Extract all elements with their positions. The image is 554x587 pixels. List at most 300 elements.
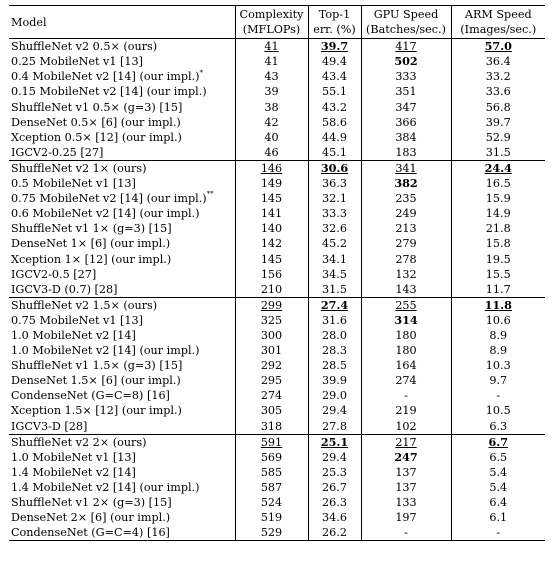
top1-error-cell <box>308 434 361 450</box>
complexity-value: 529 <box>260 526 283 540</box>
arm-speed-value: 15.5 <box>485 267 511 281</box>
model-name-cell <box>9 39 235 55</box>
complexity-cell <box>235 115 308 130</box>
table-row <box>9 510 545 525</box>
model-name-cell <box>9 358 235 373</box>
complexity-value: 524 <box>260 496 283 509</box>
gpu-speed-cell <box>361 130 451 145</box>
model-name-cell <box>9 176 235 191</box>
table-row <box>9 100 545 115</box>
arm-speed-cell <box>451 176 545 191</box>
model-name: 1.4 MobileNet v2 [14] (our impl.) <box>11 480 200 494</box>
gpu-speed-value: 382 <box>394 176 418 191</box>
top1-error-value: 58.6 <box>322 115 347 129</box>
gpu-speed-value: 133 <box>395 496 417 509</box>
arm-speed-cell <box>451 328 545 343</box>
model-name: CondenseNet (G=C=4) [16] <box>11 526 170 540</box>
complexity-value: 40 <box>264 130 279 144</box>
header-arm-line1: ARM Speed <box>464 8 532 21</box>
model-name: 1.0 MobileNet v2 [14] <box>11 328 136 342</box>
model-name-cell <box>9 450 235 465</box>
model-name-cell <box>9 313 235 328</box>
top1-error-value: 55.1 <box>322 85 347 99</box>
gpu-speed-value: 502 <box>394 54 418 69</box>
top1-error-value: 32.6 <box>322 222 347 236</box>
model-name: 0.75 MobileNet v2 [14] (our impl.) <box>11 192 207 206</box>
complexity-cell <box>235 313 308 328</box>
top1-error-cell <box>308 39 361 55</box>
complexity-value: 274 <box>260 389 283 403</box>
arm-speed-value: 6.1 <box>489 511 508 525</box>
table-row <box>9 252 545 267</box>
top1-error-value: 28.5 <box>322 359 347 373</box>
arm-speed-cell <box>451 495 545 510</box>
model-name-cell <box>9 328 235 343</box>
arm-speed-value: 33.6 <box>485 85 511 99</box>
arm-speed-cell <box>451 510 545 525</box>
comparison-table <box>9 5 545 541</box>
gpu-speed-value: 366 <box>395 115 417 129</box>
gpu-speed-value: 219 <box>395 404 417 418</box>
model-name-cell <box>9 84 235 99</box>
table-row <box>9 450 545 465</box>
gpu-speed-value: 183 <box>395 145 417 159</box>
header-complexity <box>235 6 308 39</box>
top1-error-cell <box>308 328 361 343</box>
gpu-speed-value: 137 <box>395 480 417 494</box>
table-row <box>9 495 545 510</box>
gpu-speed-value: 333 <box>395 70 417 84</box>
header-gpu-speed <box>361 6 451 39</box>
gpu-speed-value: 417 <box>395 40 417 54</box>
arm-speed-cell <box>451 54 545 69</box>
gpu-speed-value: 274 <box>395 374 417 388</box>
arm-speed-cell <box>451 313 545 328</box>
table-row <box>9 39 545 55</box>
arm-speed-value: 6.7 <box>488 434 508 449</box>
complexity-value: 210 <box>260 282 283 296</box>
model-name-cell <box>9 343 235 358</box>
gpu-speed-value: 279 <box>395 237 417 251</box>
model-name-cell <box>9 160 235 176</box>
gpu-speed-value: 314 <box>394 312 418 327</box>
complexity-cell <box>235 525 308 541</box>
model-name-cell <box>9 130 235 145</box>
top1-error-value: 34.6 <box>322 511 347 525</box>
complexity-cell <box>235 84 308 99</box>
top1-error-cell <box>308 297 361 313</box>
arm-speed-cell <box>451 419 545 435</box>
model-name: Xception 0.5× [12] (our impl.) <box>11 130 182 144</box>
model-name-cell <box>9 145 235 161</box>
header-top1-line2: err. (%) <box>313 23 356 37</box>
top1-error-cell <box>308 84 361 99</box>
top1-error-value: 34.5 <box>322 267 347 281</box>
model-name: Xception 1.5× [12] (our impl.) <box>11 404 182 418</box>
top1-error-cell <box>308 267 361 282</box>
complexity-cell <box>235 434 308 450</box>
gpu-speed-value: 143 <box>395 282 417 296</box>
complexity-cell <box>235 419 308 435</box>
top1-error-cell <box>308 145 361 161</box>
model-name-cell <box>9 115 235 130</box>
complexity-value: 140 <box>260 222 283 236</box>
complexity-value: 146 <box>260 161 283 175</box>
model-name-cell <box>9 282 235 298</box>
complexity-cell <box>235 130 308 145</box>
top1-error-value: 29.0 <box>322 389 347 403</box>
model-name: ShuffleNet v1 1× (g=3) [15] <box>11 222 172 236</box>
gpu-speed-cell <box>361 252 451 267</box>
arm-speed-value: 11.8 <box>484 297 512 312</box>
top1-error-value: 26.3 <box>322 496 347 509</box>
model-name-cell <box>9 419 235 435</box>
complexity-value: 325 <box>260 313 283 327</box>
table-row <box>9 191 545 206</box>
arm-speed-cell <box>451 84 545 99</box>
arm-speed-value: 31.5 <box>485 145 511 159</box>
model-name-cell <box>9 495 235 510</box>
footnote-marker: ** <box>206 191 214 199</box>
model-name: Xception 1× [12] (our impl.) <box>11 252 172 266</box>
gpu-speed-value: 102 <box>395 419 417 433</box>
gpu-speed-value: - <box>404 389 408 403</box>
arm-speed-cell <box>451 252 545 267</box>
model-name-cell <box>9 388 235 403</box>
complexity-value: 39 <box>264 85 279 99</box>
top1-error-value: 39.7 <box>320 39 349 54</box>
top1-error-cell <box>308 373 361 388</box>
arm-speed-cell <box>451 236 545 251</box>
complexity-value: 141 <box>260 207 283 221</box>
arm-speed-value: 56.8 <box>485 100 511 114</box>
gpu-speed-value: 249 <box>395 207 417 221</box>
model-name: DenseNet 0.5× [6] (our impl.) <box>11 115 181 129</box>
model-name: ShuffleNet v1 2× (g=3) [15] <box>11 496 172 509</box>
complexity-cell <box>235 39 308 55</box>
gpu-speed-cell <box>361 69 451 84</box>
top1-error-value: 36.3 <box>322 177 347 191</box>
arm-speed-cell <box>451 267 545 282</box>
gpu-speed-value: 132 <box>395 267 417 281</box>
arm-speed-value: 21.8 <box>485 222 511 236</box>
table-row <box>9 160 545 176</box>
arm-speed-cell <box>451 525 545 541</box>
gpu-speed-value: 278 <box>395 252 417 266</box>
complexity-value: 299 <box>260 298 283 312</box>
top1-error-value: 29.4 <box>322 450 347 464</box>
complexity-value: 145 <box>260 252 283 266</box>
table-row <box>9 373 545 388</box>
arm-speed-cell <box>451 434 545 450</box>
table-row <box>9 403 545 418</box>
complexity-value: 585 <box>260 465 283 479</box>
arm-speed-cell <box>451 358 545 373</box>
top1-error-cell <box>308 282 361 298</box>
gpu-speed-cell <box>361 313 451 328</box>
top1-error-cell <box>308 100 361 115</box>
gpu-speed-cell <box>361 39 451 55</box>
arm-speed-cell <box>451 388 545 403</box>
header-arm-speed <box>451 6 545 39</box>
gpu-speed-cell <box>361 510 451 525</box>
header-top1 <box>308 6 361 39</box>
arm-speed-cell <box>451 465 545 480</box>
arm-speed-cell <box>451 221 545 236</box>
complexity-cell <box>235 403 308 418</box>
model-name-cell <box>9 206 235 221</box>
complexity-cell <box>235 206 308 221</box>
table-row <box>9 130 545 145</box>
complexity-cell <box>235 191 308 206</box>
top1-error-value: 49.4 <box>322 55 347 69</box>
arm-speed-cell <box>451 480 545 495</box>
arm-speed-cell <box>451 130 545 145</box>
arm-speed-value: 39.7 <box>485 115 511 129</box>
gpu-speed-cell <box>361 191 451 206</box>
model-name: ShuffleNet v1 0.5× (g=3) [15] <box>11 100 183 114</box>
complexity-cell <box>235 373 308 388</box>
complexity-value: 149 <box>260 177 283 191</box>
top1-error-cell <box>308 495 361 510</box>
gpu-speed-cell <box>361 115 451 130</box>
arm-speed-cell <box>451 100 545 115</box>
model-name-cell <box>9 252 235 267</box>
arm-speed-cell <box>451 403 545 418</box>
model-name: ShuffleNet v1 1.5× (g=3) [15] <box>11 359 183 373</box>
table-row <box>9 434 545 450</box>
table-row <box>9 358 545 373</box>
header-complexity-line2: (MFLOPs) <box>242 23 301 37</box>
gpu-speed-value: 347 <box>395 100 417 114</box>
gpu-speed-cell <box>361 403 451 418</box>
arm-speed-value: 8.9 <box>489 344 508 358</box>
arm-speed-value: 9.7 <box>489 374 508 388</box>
table-row <box>9 465 545 480</box>
model-name: IGCV2-0.5 [27] <box>11 267 97 281</box>
gpu-speed-value: 384 <box>395 130 417 144</box>
top1-error-cell <box>308 252 361 267</box>
arm-speed-value: 6.3 <box>489 419 508 433</box>
table-row <box>9 221 545 236</box>
table-row <box>9 236 545 251</box>
gpu-speed-cell <box>361 525 451 541</box>
complexity-value: 43 <box>264 70 279 84</box>
arm-speed-value: 6.4 <box>489 496 508 509</box>
top1-error-value: 33.3 <box>322 207 347 221</box>
gpu-speed-cell <box>361 343 451 358</box>
complexity-value: 300 <box>260 328 283 342</box>
gpu-speed-cell <box>361 145 451 161</box>
gpu-speed-cell <box>361 54 451 69</box>
top1-error-cell <box>308 69 361 84</box>
arm-speed-value: 10.5 <box>485 404 511 418</box>
model-name-cell <box>9 525 235 541</box>
complexity-cell <box>235 267 308 282</box>
arm-speed-value: 57.0 <box>484 39 512 54</box>
top1-error-value: 26.7 <box>322 480 347 494</box>
header-arm-line2: (Images/sec.) <box>460 23 537 37</box>
arm-speed-value: 52.9 <box>485 130 511 144</box>
model-name: 0.25 MobileNet v1 [13] <box>11 55 144 69</box>
model-name: DenseNet 1× [6] (our impl.) <box>11 237 171 251</box>
complexity-value: 145 <box>260 192 283 206</box>
complexity-cell <box>235 510 308 525</box>
model-name-cell <box>9 373 235 388</box>
top1-error-value: 26.2 <box>322 526 347 540</box>
complexity-value: 519 <box>260 511 283 525</box>
model-name: CondenseNet (G=C=8) [16] <box>11 389 170 403</box>
complexity-cell <box>235 450 308 465</box>
arm-speed-value: 8.9 <box>489 328 508 342</box>
top1-error-cell <box>308 176 361 191</box>
arm-speed-cell <box>451 191 545 206</box>
top1-error-value: 28.3 <box>322 344 347 358</box>
header-model <box>9 6 235 39</box>
model-name: 1.4 MobileNet v2 [14] <box>11 465 136 479</box>
complexity-cell <box>235 176 308 191</box>
model-name-cell <box>9 465 235 480</box>
model-name: 1.0 MobileNet v2 [14] (our impl.) <box>11 344 200 358</box>
complexity-cell <box>235 221 308 236</box>
model-name-cell <box>9 297 235 313</box>
top1-error-cell <box>308 403 361 418</box>
table-row <box>9 388 545 403</box>
table-row <box>9 176 545 191</box>
arm-speed-cell <box>451 69 545 84</box>
gpu-speed-value: - <box>404 526 408 540</box>
model-name-cell <box>9 54 235 69</box>
top1-error-value: 30.6 <box>320 160 349 175</box>
gpu-speed-value: 351 <box>395 85 417 99</box>
complexity-cell <box>235 54 308 69</box>
arm-speed-value: 5.4 <box>489 480 508 494</box>
complexity-cell <box>235 495 308 510</box>
gpu-speed-value: 197 <box>395 511 417 525</box>
model-name-cell <box>9 221 235 236</box>
complexity-value: 591 <box>260 435 283 449</box>
model-name-cell <box>9 236 235 251</box>
top1-error-value: 29.4 <box>322 404 347 418</box>
gpu-speed-value: 180 <box>395 328 417 342</box>
gpu-speed-cell <box>361 267 451 282</box>
gpu-speed-cell <box>361 419 451 435</box>
top1-error-cell <box>308 191 361 206</box>
complexity-cell <box>235 343 308 358</box>
arm-speed-value: 36.4 <box>485 55 511 69</box>
arm-speed-value: 5.4 <box>489 465 508 479</box>
complexity-value: 292 <box>260 359 283 373</box>
gpu-speed-cell <box>361 176 451 191</box>
gpu-speed-cell <box>361 100 451 115</box>
model-name: 0.75 MobileNet v1 [13] <box>11 313 144 327</box>
gpu-speed-cell <box>361 297 451 313</box>
footnote-marker: * <box>199 69 204 77</box>
complexity-cell <box>235 297 308 313</box>
top1-error-cell <box>308 419 361 435</box>
arm-speed-value: 33.2 <box>485 70 511 84</box>
complexity-cell <box>235 465 308 480</box>
arm-speed-value: 10.6 <box>485 313 511 327</box>
arm-speed-cell <box>451 206 545 221</box>
gpu-speed-cell <box>361 282 451 298</box>
arm-speed-cell <box>451 450 545 465</box>
complexity-cell <box>235 358 308 373</box>
top1-error-value: 28.0 <box>322 328 347 342</box>
gpu-speed-cell <box>361 480 451 495</box>
arm-speed-cell <box>451 282 545 298</box>
model-name: DenseNet 2× [6] (our impl.) <box>11 511 171 525</box>
table-row <box>9 480 545 495</box>
gpu-speed-value: 235 <box>395 192 417 206</box>
top1-error-value: 43.4 <box>322 70 347 84</box>
complexity-value: 305 <box>260 404 283 418</box>
top1-error-cell <box>308 130 361 145</box>
top1-error-value: 27.8 <box>322 419 347 433</box>
gpu-speed-value: 341 <box>395 161 417 175</box>
complexity-cell <box>235 100 308 115</box>
complexity-value: 46 <box>264 145 279 159</box>
table-row <box>9 282 545 298</box>
model-name: IGCV3-D [28] <box>11 419 88 433</box>
table-row <box>9 145 545 161</box>
arm-speed-value: 10.3 <box>485 359 511 373</box>
table-row <box>9 206 545 221</box>
top1-error-value: 44.9 <box>322 130 347 144</box>
gpu-speed-cell <box>361 160 451 176</box>
complexity-cell <box>235 328 308 343</box>
model-name-cell <box>9 191 235 206</box>
gpu-speed-cell <box>361 84 451 99</box>
top1-error-cell <box>308 54 361 69</box>
header-gpu-line1: GPU Speed <box>373 8 439 21</box>
arm-speed-cell <box>451 160 545 176</box>
header-row <box>9 6 545 39</box>
top1-error-cell <box>308 358 361 373</box>
top1-error-value: 25.1 <box>320 434 349 449</box>
table-row <box>9 54 545 69</box>
model-name-cell <box>9 267 235 282</box>
model-name: ShuffleNet v2 0.5× (ours) <box>11 40 158 54</box>
complexity-value: 42 <box>264 115 279 129</box>
complexity-value: 318 <box>260 419 283 433</box>
top1-error-value: 27.4 <box>320 297 349 312</box>
arm-speed-value: 16.5 <box>485 177 511 191</box>
complexity-value: 41 <box>264 40 279 54</box>
model-name: 0.6 MobileNet v2 [14] (our impl.) <box>11 207 200 221</box>
complexity-cell <box>235 236 308 251</box>
top1-error-cell <box>308 465 361 480</box>
gpu-speed-value: 137 <box>395 465 417 479</box>
gpu-speed-value: 213 <box>395 222 417 236</box>
gpu-speed-cell <box>361 495 451 510</box>
model-name: ShuffleNet v2 2× (ours) <box>11 435 147 449</box>
arm-speed-cell <box>451 297 545 313</box>
gpu-speed-cell <box>361 221 451 236</box>
complexity-value: 41 <box>264 55 279 69</box>
top1-error-value: 25.3 <box>322 465 347 479</box>
gpu-speed-cell <box>361 236 451 251</box>
top1-error-value: 31.5 <box>322 282 347 296</box>
table-header <box>9 6 545 39</box>
complexity-cell <box>235 282 308 298</box>
gpu-speed-value: 180 <box>395 344 417 358</box>
table-row <box>9 343 545 358</box>
gpu-speed-cell <box>361 450 451 465</box>
header-top1-line1: Top-1 <box>318 8 351 21</box>
gpu-speed-cell <box>361 434 451 450</box>
gpu-speed-value: 247 <box>394 449 418 464</box>
